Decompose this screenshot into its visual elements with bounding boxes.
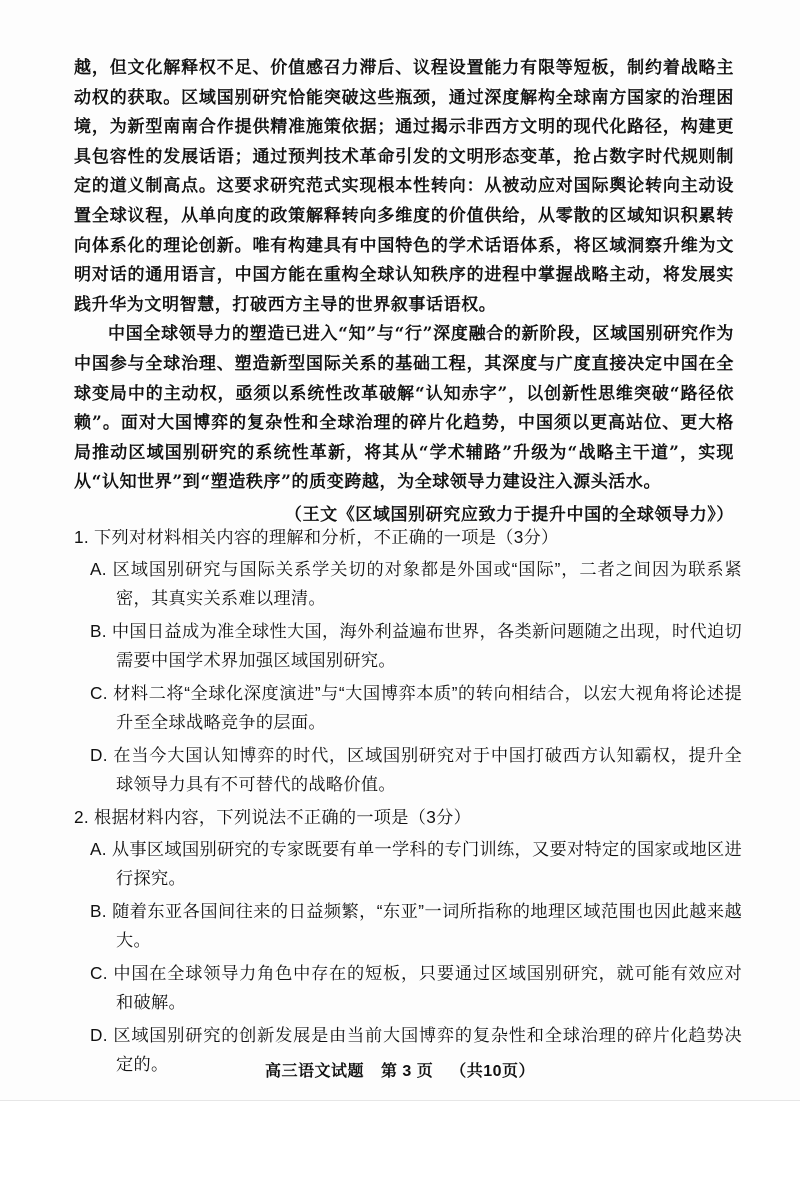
option-a: A. 从事区域国别研究的专家既要有单一学科的专门训练，又要对特定的国家或地区进行探究。 [90, 839, 742, 888]
option-d: D. 在当今大国认知博弈的时代，区域国别研究对于中国打破西方认知霸权，提升全球领导力具有不可替代的战略价值。 [90, 745, 742, 794]
page-edge-divider [0, 1100, 800, 1101]
option-d: D. 区域国别研究的创新发展是由当前大国博弈的复杂性和全球治理的碎片化趋势决定的。 [90, 1025, 742, 1074]
reading-passage [74, 54, 734, 531]
passage-paragraph-2: 中国全球领导力的塑造已进入“知”与“行”深度融合的新阶段，区域国别研究作为中国参与全球治理、塑造新型国际关系的基础工程，其深度与广度直接决定中国在全球变局中的主动权，亟须以系统性改革破解“认知赤字”，以创新性思维突破“路径依赖”。面对大国博弈的复杂性和全球治理的碎片化趋势，中国须以更高站位、更大格局推动区域国别研究的系统性革新，将其从“学术辅路”升级为“战略主干道”，实现从“认知世界”到“塑造秩序”的质变跨越，为全球领导力建设注入源头活水。 [74, 324, 734, 493]
passage-paragraph-1: 越，但文化解释权不足、价值感召力滞后、议程设置能力有限等短板，制约着战略主动权的获取。区域国别研究恰能突破这些瓶颈，通过深度解构全球南方国家的治理困境，为新型南南合作提供精准施策依据；通过揭示非西方文明的现代化路径，构建更具包容性的发展话语；通过预判技术革命引发的文明形态变革，抢占数字时代规则制定的道义制高点。这要求研究范式实现根本性转向：从被动应对国际舆论转向主动设置全球议程，从单向度的政策解释转向多维度的价值供给，从零散的区域知识积累转向体系化的理论创新。唯有构建具有中国特色的学术话语体系，将区域洞察升维为文明对话的通用语言，中国方能在重构全球认知秩序的进程中掌握战略主动，将发展实践升华为文明智慧，打破西方主导的世界叙事话语权。 [74, 58, 734, 315]
footer-page-number: 第 3 页 [380, 1063, 434, 1080]
passage-source: （王文《区域国别研究应致力于提升中国的全球领导力》） [284, 504, 734, 525]
question-2 [74, 803, 742, 1079]
footer-title: 高三语文试题 [264, 1063, 364, 1080]
page-footer [0, 1058, 800, 1081]
option-b: B. 随着东亚各国间往来的日益频繁，“东亚”一词所指称的地理区域范围也因此越来越大。 [90, 901, 742, 950]
footer-total-pages: （共10页） [450, 1063, 536, 1080]
option-a: A. 区域国别研究与国际关系学关切的对象都是外国或“国际”，二者之间因为联系紧密，其真实关系难以理清。 [90, 559, 742, 608]
option-c: C. 中国在全球领导力角色中存在的短板，只要通过区域国别研究，就可能有效应对和破解。 [90, 963, 742, 1012]
option-b: B. 中国日益成为准全球性大国，海外利益遍布世界，各类新问题随之出现，时代迫切需要中国学术界加强区域国别研究。 [90, 621, 742, 670]
option-c: C. 材料二将“全球化深度演进”与“大国博弈本质”的转向相结合，以宏大视角将论述提升至全球战略竞争的层面。 [90, 683, 742, 732]
question-stem: 1. 下列对材料相关内容的理解和分析，不正确的一项是（3分） [74, 527, 559, 547]
question-list [74, 523, 742, 1083]
question-1 [74, 523, 742, 799]
question-stem: 2. 根据材料内容，下列说法不正确的一项是（3分） [74, 807, 472, 827]
